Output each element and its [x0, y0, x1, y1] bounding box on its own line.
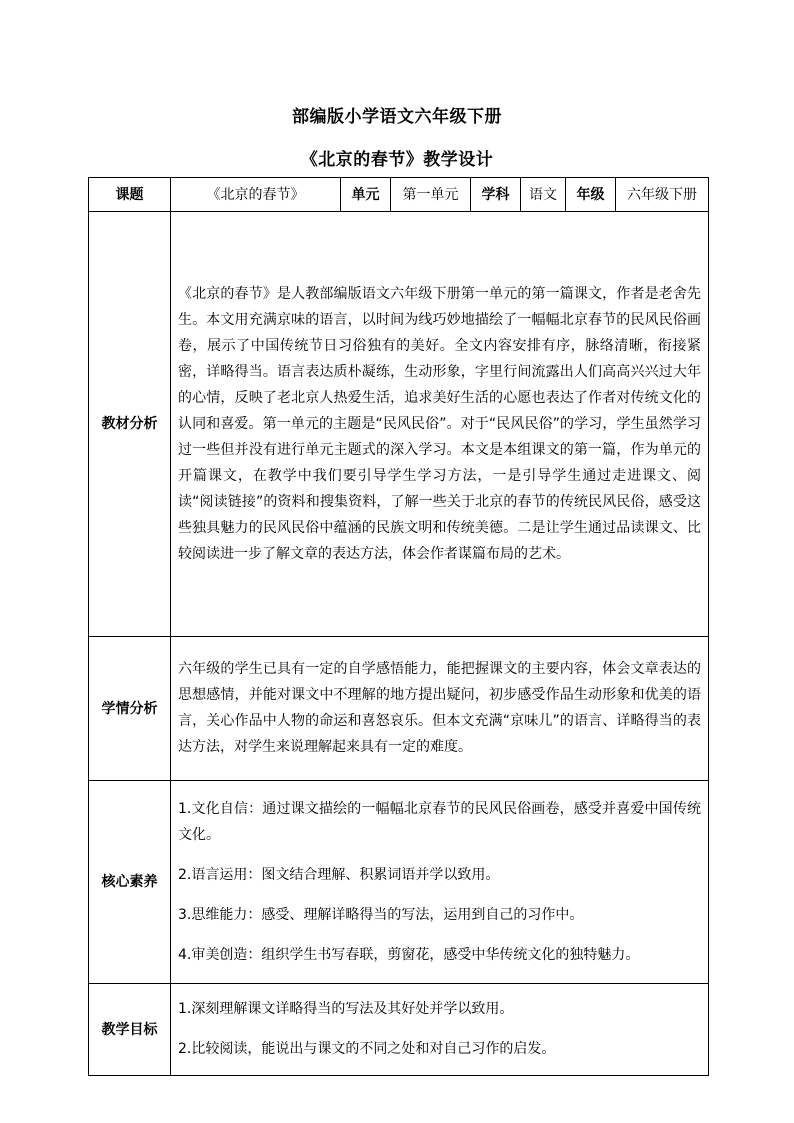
- textbook-analysis-paragraph: 《北京的春节》是人教部编版语文六年级下册第一单元的第一篇课文，作者是老舍先生。本文用充满京味的语言，以时间为线巧妙地描绘了一幅幅北京春节的民风民俗画卷，展示了中国传统节日习俗独有的美好。全文内容安排有序，脉络清晰，衔接紧密，详略得当。语言表达质朴凝练，生动形象，字里行间流露出人们高高兴兴过大年的心情，反映了老北京人热爱生活，追求美好生活的心愿也表达了作者对传统文化的认同和喜爱。第一单元的主题是“民风民俗”。对于“民风民俗”的学习，学生虽然学习过一些但并没有进行单元主题式的深入学习。本文是本组课文的第一篇，作为单元的开篇课文，在教学中我们要引导学生学习方法，一是引导学生通过走进课文、阅读“阅读链接”的资料和搜集资料，了解一些关于北京的春节的传统民风民俗，感受这些独具魅力的民风民俗中蕴涵的民族文明和传统美德。二是让学生通过品读课文、比较阅读进一步了解文章的表达方法，体会作者谋篇布局的艺术。: [178, 285, 701, 562]
- core-literacy-list: [171, 781, 709, 984]
- core-literacy-item: 2.语言运用：图文结合理解、积累词语并学以致用。: [178, 866, 500, 883]
- teaching-goals-list: [171, 984, 709, 1076]
- teaching-goals-row: [89, 984, 709, 1076]
- teaching-goal-item: 2.比较阅读，能说出与课文的不同之处和对自己习作的启发。: [178, 1041, 556, 1057]
- core-literacy-row: [89, 781, 709, 984]
- core-literacy-item: 1.文化自信：通过课文描绘的一幅幅北京春节的民风民俗画卷，感受并喜爱中国传统文化。: [178, 800, 701, 843]
- core-literacy-item: 4.审美创造：组织学生书写春联，剪窗花，感受中华传统文化的独特魅力。: [178, 946, 640, 963]
- core-literacy-item: 3.思维能力：感受、理解详略得当的写法，运用到自己的习作中。: [178, 906, 584, 923]
- lesson-plan-table: [88, 177, 709, 1076]
- subject-value: 语文: [521, 178, 566, 212]
- lesson-title: 《北京的春节》教学设计: [300, 150, 494, 170]
- teaching-goals-label: 教学目标: [89, 984, 171, 1076]
- teaching-goal-item: 1.深刻理解课文详略得当的写法及其好处并学以致用。: [178, 1001, 514, 1017]
- student-analysis-paragraph: 六年级的学生已具有一定的自学感悟能力，能把握课文的主要内容，体会文章表达的思想感情，并能对课文中不理解的地方提出疑问，初步感受作品生动形象和优美的语言，关心作品中人物的命运和喜怒哀乐。但本文充满“京味儿”的语言、详略得当的表达方法，对学生来说理解起来具有一定的难度。: [178, 661, 701, 755]
- info-row: [89, 178, 709, 212]
- core-literacy-label: 核心素养: [89, 781, 171, 984]
- unit-label: 单元: [341, 178, 391, 212]
- unit-value: 第一单元: [391, 178, 471, 212]
- document-title: 部编版小学语文六年级下册: [292, 107, 502, 127]
- grade-value: 六年级下册: [616, 178, 709, 212]
- student-analysis-text: [171, 637, 709, 781]
- textbook-analysis-text: [171, 212, 709, 637]
- topic-label: 课题: [89, 178, 171, 212]
- grade-label: 年级: [566, 178, 616, 212]
- subject-label: 学科: [471, 178, 521, 212]
- textbook-analysis-row: [89, 212, 709, 637]
- student-analysis-label: 学情分析: [89, 637, 171, 781]
- topic-value: 《北京的春节》: [171, 178, 341, 212]
- textbook-analysis-label: 教材分析: [89, 212, 171, 637]
- student-analysis-row: [89, 637, 709, 781]
